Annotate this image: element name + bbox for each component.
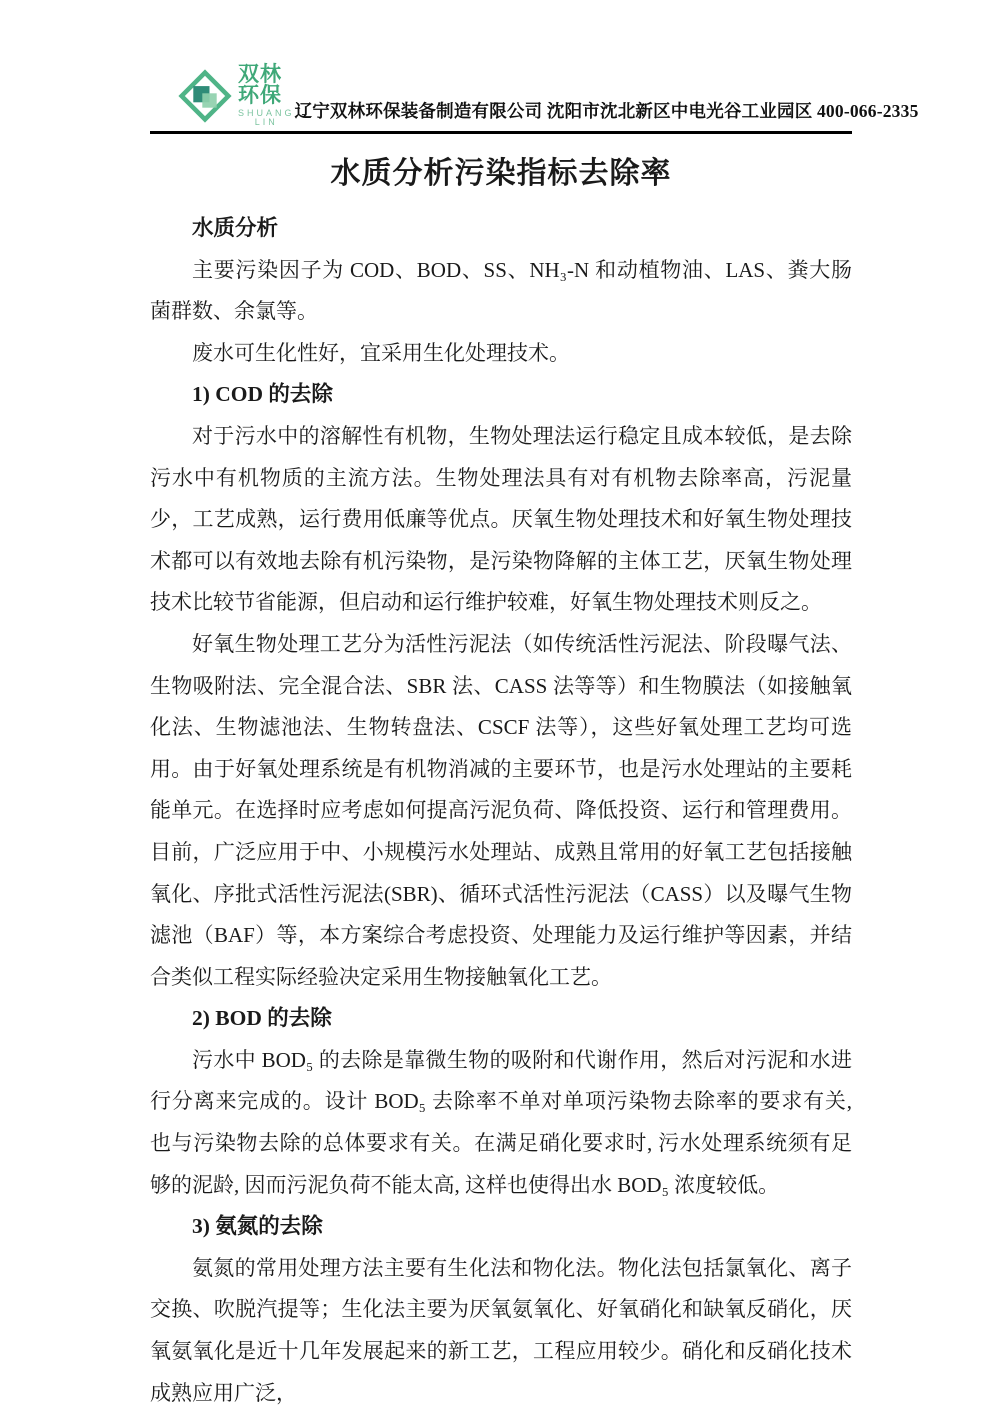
header-divider: [150, 131, 852, 134]
section-heading-ammonia-removal: 3) 氨氮的去除: [192, 1214, 323, 1239]
diamond-logo-icon: [178, 69, 232, 123]
paragraph: 污水中 BOD₅ 的去除是靠微生物的吸附和代谢作用，然后对污泥和水进行分离来完成的。设计 BOD₅ 去除率不单对单项污染物去除率的要求有关, 也与污染物去除的总体要求有关。在满足硝化要求时, 污水处理系统须有足够的泥龄, 因而污泥负荷不能太高, 这样也使得出水 BOD₅ 浓度较低。: [150, 1047, 852, 1197]
logo-text: [238, 64, 295, 127]
document-body: [150, 208, 852, 1414]
company-contact-line: 辽宁双林环保装备制造有限公司 沈阳市沈北新区中电光谷工业园区 400-066-2335: [294, 101, 919, 121]
section-heading-bod-removal: 2) BOD 的去除: [192, 1006, 332, 1031]
page-title: 水质分析污染指标去除率: [330, 157, 672, 190]
section-heading-cod-removal: 1) COD 的去除: [192, 382, 333, 407]
paragraph: 好氧生物处理工艺分为活性污泥法（如传统活性污泥法、阶段曝气法、生物吸附法、完全混合法、SBR 法、CASS 法等等）和生物膜法（如接触氧化法、生物滤池法、生物转盘法、CSCF 法等），这些好氧处理工艺均可选用。由于好氧处理系统是有机物消减的主要环节，也是污水处理站的主要耗能单元。在选择时应考虑如何提高污泥负荷、降低投资、运行和管理费用。目前，广泛应用于中、小规模污水处理站、成熟且常用的好氧工艺包括接触氧化、序批式活性污泥法(SBR)、循环式活性污泥法（CASS）以及曝气生物滤池（BAF）等，本方案综合考虑投资、处理能力及运行维护等因素，并结合类似工程实际经验决定采用生物接触氧化工艺。: [150, 631, 852, 989]
paragraph: 对于污水中的溶解性有机物，生物处理法运行稳定且成本较低，是去除污水中有机物质的主流方法。生物处理法具有对有机物去除率高，污泥量少，工艺成熟，运行费用低廉等优点。厌氧生物处理技术和好氧生物处理技术都可以有效地去除有机污染物，是污染物降解的主体工艺，厌氧生物处理技术比较节省能源，但启动和运行维护较难，好氧生物处理技术则反之。: [150, 423, 852, 615]
section-heading-water-quality: 水质分析: [192, 216, 279, 240]
paragraph: 废水可生化性好，宜采用生化处理技术。: [192, 340, 570, 365]
brand-name-cn: 双林环保: [238, 63, 282, 107]
brand-name-en: SHUANG LIN: [238, 108, 295, 127]
letterhead: [150, 63, 919, 127]
paragraph: 主要污染因子为 COD、BOD、SS、NH₃-N 和动植物油、LAS、粪大肠菌群数、余氯等。: [150, 257, 852, 324]
paragraph: 氨氮的常用处理方法主要有生化法和物化法。物化法包括氯氧化、离子交换、吹脱汽提等；生化法主要为厌氧氨氧化、好氧硝化和缺氧反硝化，厌氧氨氧化是近十几年发展起来的新工艺，工程应用较少。硝化和反硝化技术成熟应用广泛，: [150, 1255, 852, 1405]
company-logo: [150, 64, 295, 127]
